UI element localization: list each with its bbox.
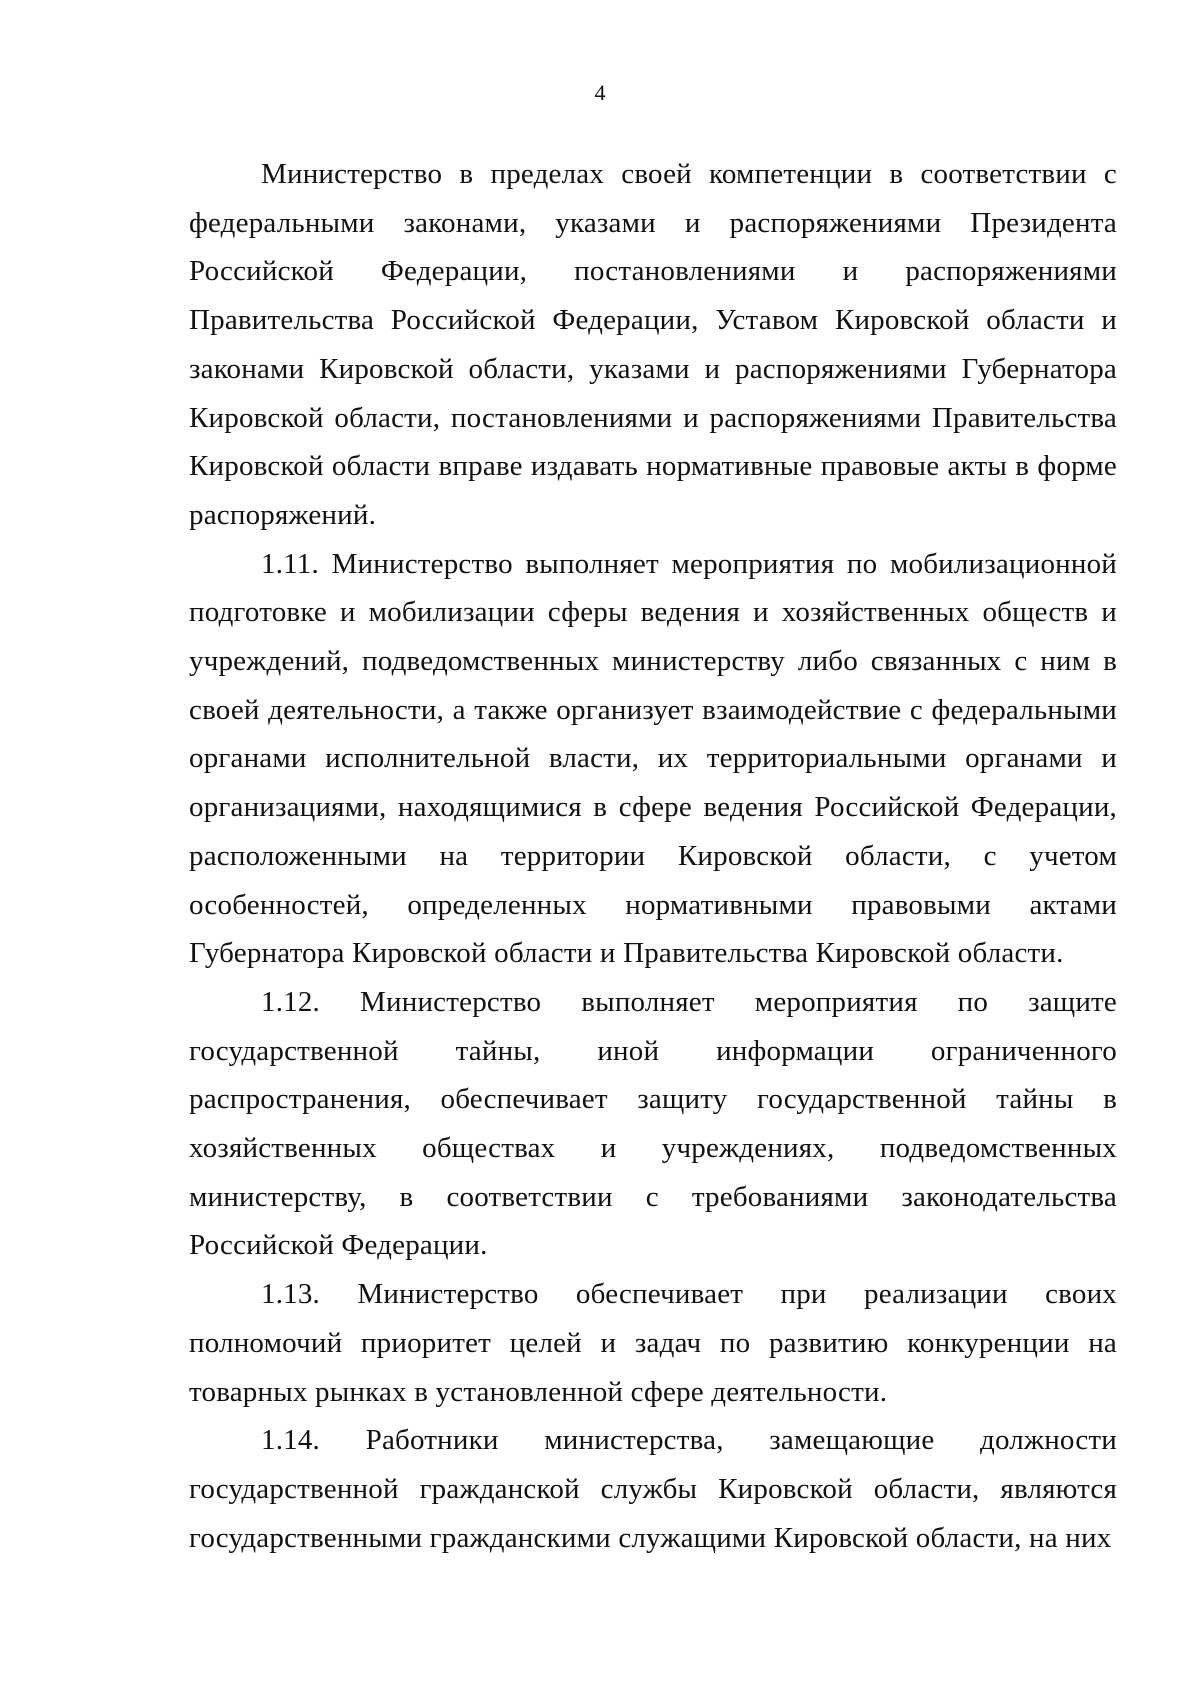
paragraph-number: 1.13. xyxy=(261,1278,320,1311)
paragraph-number: 1.14. xyxy=(261,1424,320,1457)
paragraph-1-11 xyxy=(189,540,1117,978)
paragraph-text: Министерство обеспечивает при реализации своих полномочий приоритет целей и задач по развитию конкуренции на товарных рынках в установленной сфере деятельности. xyxy=(189,1278,1117,1408)
page-number: 4 xyxy=(594,80,606,105)
paragraph-text: Министерство выполняет мероприятия по мобилизационной подготовке и мобилизации сферы ведения и хозяйственных обществ и учреждений, подведомственных министерству либо связанных с ним в своей деятельности, а также организует взаимодействие с федеральными органами исполнительной власти, их территориальными органами и организациями, находящимися в сфере ведения Российской Федерации, расположенными на территории Кировской области, с учетом особенностей, определенных нормативными правовыми актами Губернатора Кировской области и Правительства Кировской области. xyxy=(189,547,1117,970)
paragraph-1-13 xyxy=(189,1270,1117,1416)
paragraph-intro xyxy=(189,150,1117,540)
paragraph-text: Работники министерства, замещающие должности государственной гражданской службы Кировской области, являются государственными гражданскими служащими Кировской области, на них xyxy=(189,1424,1118,1554)
paragraph-number: 1.12. xyxy=(261,985,320,1018)
paragraph-1-14 xyxy=(189,1416,1117,1562)
paragraph-1-12 xyxy=(189,978,1117,1270)
paragraph-text: Министерство выполняет мероприятия по защите государственной тайны, иной информации ограниченного распространения, обеспечивает защиту государственной тайны в хозяйственных обществах и учреждениях, подведомственных министерству, в соответствии с требованиями законодательства Российской Федерации. xyxy=(189,985,1117,1262)
paragraph-text: Министерство в пределах своей компетенции в соответствии с федеральными законами, указами и распоряжениями Президента Российской Федерации, постановлениями и распоряжениями Правительства Российской Федерации, Уставом Кировской области и законами Кировской области, указами и распоряжениями Губернатора Кировской области, постановлениями и распоряжениями Правительства Кировской области вправе издавать нормативные правовые акты в форме распоряжений. xyxy=(189,158,1117,531)
document-body xyxy=(189,150,1117,1562)
paragraph-number: 1.11. xyxy=(261,547,319,580)
